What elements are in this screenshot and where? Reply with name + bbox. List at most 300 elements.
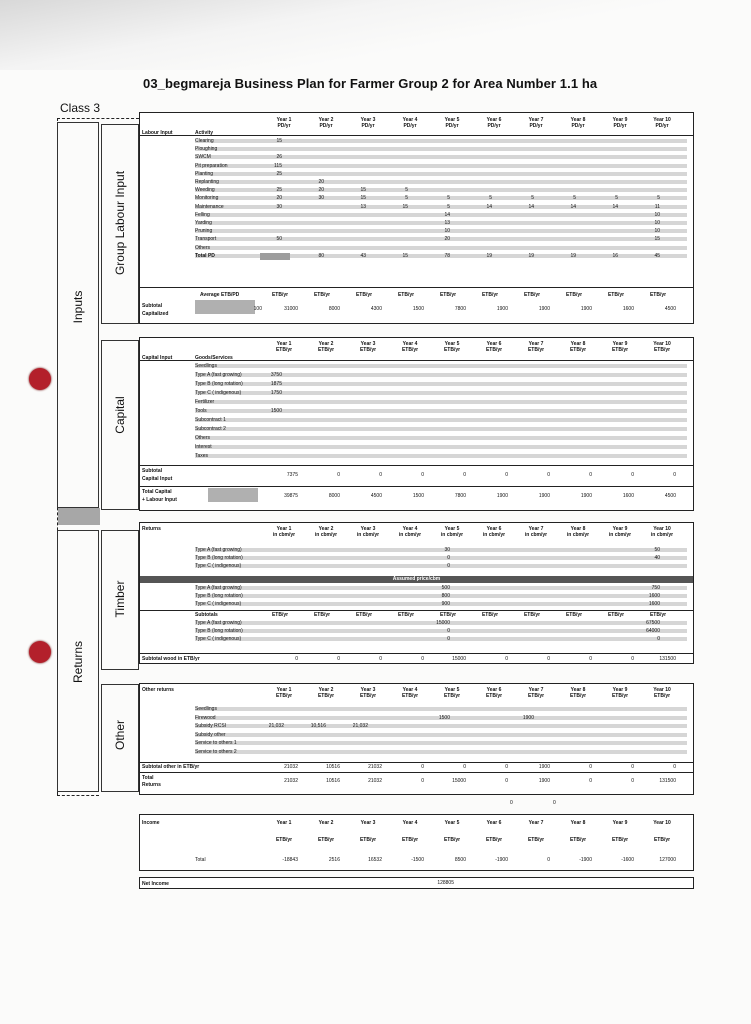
subtotal-wood-y5: 15000 [452, 656, 466, 662]
capital-item-label: Subcontract 2 [195, 426, 226, 432]
labour-value: 19 [486, 252, 492, 259]
subtotal-other-y8: 0 [589, 764, 592, 770]
timber-volume-y10: 50 [654, 547, 660, 553]
labour-value: 78 [444, 252, 450, 259]
labour-value: 5 [531, 195, 534, 202]
punch-hole-top [29, 368, 51, 390]
labour-value: 11 [654, 203, 660, 210]
timber-subtotal-unit: ETB/yr [397, 612, 415, 618]
labour-value: 5 [615, 195, 618, 202]
labour-value: 14 [528, 203, 534, 210]
total-capital-y8: 1900 [580, 493, 592, 499]
unit-header-7: in cbm/yr [524, 532, 548, 538]
capital-item-label: Taxes [195, 453, 209, 459]
labour-value: 19 [570, 252, 576, 259]
year-header-4: Year 4 [402, 526, 418, 532]
unit-header-8: ETB/yr [569, 693, 587, 699]
capital-value: 1500 [270, 408, 282, 414]
total-capital-y6: 1900 [496, 493, 508, 499]
labour-value: 5 [405, 195, 408, 202]
labour-value: 15 [654, 236, 660, 243]
unit-header-5: ETB/yr [443, 347, 461, 353]
year-header-10: Year 10 [653, 117, 671, 123]
unit-header-3: PD/yr [361, 123, 375, 129]
total-returns-y8: 0 [589, 778, 592, 784]
labour-value: 15 [402, 252, 408, 259]
year-header-7: Year 7 [528, 341, 544, 347]
outer-dashed-top [57, 118, 139, 119]
activity-label: Clearing [195, 138, 214, 144]
net-income-row [139, 877, 694, 889]
timber-sub-y10: 0 [657, 636, 660, 642]
income-unit-8: ETB/yr [569, 837, 587, 843]
total-returns-y6: 0 [505, 778, 508, 784]
subtotal-unit: ETB/yr [397, 292, 415, 298]
capital-subtotal-y1: 7375 [286, 472, 298, 478]
group-labour-label: Group Labour Input [113, 170, 127, 276]
year-header-4: Year 4 [402, 117, 418, 123]
labour-value: 10 [654, 211, 660, 218]
income-year-8: Year 8 [570, 820, 586, 826]
labour-value: 20 [276, 195, 282, 202]
income-total-y5: 8500 [454, 857, 466, 863]
year-header-10: Year 10 [653, 341, 671, 347]
unit-header-3: in cbm/yr [356, 532, 380, 538]
timber-subtotal-unit: ETB/yr [355, 612, 373, 618]
labour-value: 14 [486, 203, 492, 210]
timber-label: Timber [113, 580, 127, 618]
income-unit-9: ETB/yr [611, 837, 629, 843]
unit-header-4: ETB/yr [401, 693, 419, 699]
year-header-8: Year 8 [570, 687, 586, 693]
total-capital-y9: 1600 [622, 493, 634, 499]
income-total-y1: -18843 [282, 857, 298, 863]
labour-value: 10 [444, 228, 450, 235]
timber-subtotal-unit: ETB/yr [523, 612, 541, 618]
total-returns-y10: 131500 [659, 778, 676, 784]
income-year-6: Year 6 [486, 820, 502, 826]
year-header-3: Year 3 [360, 117, 376, 123]
timber-sub-y10: 64000 [646, 628, 660, 634]
capital-subtotal-y9: 0 [631, 472, 634, 478]
year-header-10: Year 10 [653, 526, 671, 532]
capital-item-label: Fertilizer [195, 399, 215, 405]
year-header-1: Year 1 [276, 117, 292, 123]
other-subtotal-rule [140, 762, 693, 763]
price-y5: 500 [441, 585, 450, 591]
other-label: Other [113, 720, 127, 751]
capital-subtotal-y3: 0 [379, 472, 382, 478]
unit-header-2: PD/yr [319, 123, 333, 129]
other-row-shading [195, 733, 687, 737]
capital-subtotal-rule [140, 465, 693, 466]
labour-row-shading [195, 246, 687, 250]
subtotal-other-label: Subtotal other in ETB/yr [142, 764, 200, 770]
year-header-1: Year 1 [276, 526, 292, 532]
capital-subtotal-label-2: Capital Input [142, 476, 173, 482]
year-header-8: Year 8 [570, 526, 586, 532]
income-total-y2: 2516 [328, 857, 340, 863]
unit-header-8: PD/yr [571, 123, 585, 129]
capital-item-label: Tools [195, 408, 207, 414]
labour-value: 20 [444, 236, 450, 243]
capital-value: 1875 [270, 381, 282, 387]
labour-capitalized-label: Capitalized [142, 311, 169, 317]
year-header-3: Year 3 [360, 341, 376, 347]
activity-label: Pruning [195, 228, 213, 235]
subtotal-other-y5: 0 [463, 764, 466, 770]
income-total-y6: -1900 [495, 857, 508, 863]
year-header-9: Year 9 [612, 687, 628, 693]
unit-header-10: ETB/yr [653, 347, 671, 353]
capital-item-label: Seedlings [195, 363, 217, 369]
labour-value: 5 [447, 203, 450, 210]
page-title: 03_begmareja Business Plan for Farmer Group 2 for Area Number 1.1 ha [143, 76, 598, 91]
income-total-y3: 16532 [368, 857, 382, 863]
income-unit-4: ETB/yr [401, 837, 419, 843]
unit-header-2: ETB/yr [317, 347, 335, 353]
activity-label: Others [195, 244, 211, 251]
timber-volume-y10: 40 [654, 555, 660, 561]
unit-header-7: ETB/yr [527, 693, 545, 699]
labour-value: 115 [274, 162, 282, 169]
year-header-6: Year 6 [486, 341, 502, 347]
income-year-4: Year 4 [402, 820, 418, 826]
below-value-1: 0 [510, 800, 513, 806]
year-header-2: Year 2 [318, 687, 334, 693]
labour-value: 5 [657, 195, 660, 202]
income-unit-6: ETB/yr [485, 837, 503, 843]
unit-header-9: ETB/yr [611, 347, 629, 353]
labour-value: 43 [360, 252, 366, 259]
subtotal-other-y6: 0 [505, 764, 508, 770]
subtotal-wood-y3: 0 [379, 656, 382, 662]
labour-highlight-cell [260, 253, 290, 260]
capital-subtotal-label: Subtotal [142, 468, 162, 474]
labour-subtotal-label: Subtotal [142, 303, 162, 309]
income-unit-10: ETB/yr [653, 837, 671, 843]
unit-header-5: PD/yr [445, 123, 459, 129]
unit-header-1: ETB/yr [275, 347, 293, 353]
subtotal-wood-y10: 131500 [659, 656, 676, 662]
other-row-shading [195, 707, 687, 711]
other-seedlings-y7: 1900 [522, 715, 534, 721]
timber-sub-y5: 15000 [436, 620, 450, 626]
timber-subtotal-unit: ETB/yr [607, 612, 625, 618]
labour-value: 30 [318, 195, 324, 202]
other-item-label: Subsidy other [195, 731, 226, 738]
timber-volume-label: Type B (long rotation) [195, 555, 243, 561]
below-value-2: 0 [553, 800, 556, 806]
subtotal-unit: ETB/yr [523, 292, 541, 298]
subtotal-other-y10: 0 [673, 764, 676, 770]
subtotal-unit: ETB/yr [649, 292, 667, 298]
punch-hole-bottom [29, 641, 51, 663]
income-year-10: Year 10 [653, 820, 671, 826]
labour-value: 14 [444, 211, 450, 218]
capital-value: 3750 [270, 372, 282, 378]
labour-subtotal-y2: 8000 [328, 306, 340, 312]
labour-value: 13 [360, 203, 366, 210]
total-returns-label: Total [142, 775, 154, 781]
labour-subtotal-y7: 1900 [538, 306, 550, 312]
subtotal-unit: ETB/yr [271, 292, 289, 298]
income-label: Income [142, 820, 160, 826]
year-header-9: Year 9 [612, 341, 628, 347]
subtotal-unit: ETB/yr [439, 292, 457, 298]
other-item-label: Firewood [195, 714, 216, 721]
labour-header-rule [140, 135, 693, 136]
capital-item-label: Type C ( indigenous) [195, 390, 242, 396]
subtotal-other-y3: 21032 [368, 764, 382, 770]
timber-subtotal-unit: ETB/yr [271, 612, 289, 618]
unit-header-5: ETB/yr [443, 693, 461, 699]
labour-value: 10 [654, 228, 660, 235]
unit-header-7: ETB/yr [527, 347, 545, 353]
capital-label: Capital [113, 396, 127, 434]
timber-volume-label: Type C ( indigenous) [195, 563, 242, 569]
unit-header-10: ETB/yr [653, 693, 671, 699]
subtotal-other-y7: 1900 [538, 764, 550, 770]
col-labour-input: Labour Input [142, 130, 173, 136]
unit-header-4: in cbm/yr [398, 532, 422, 538]
income-total-y7: 0 [547, 857, 550, 863]
timber-sub-y10: 67500 [646, 620, 660, 626]
labour-value: 14 [612, 203, 618, 210]
year-header-8: Year 8 [570, 117, 586, 123]
unit-header-6: in cbm/yr [482, 532, 506, 538]
labour-value: 15 [402, 203, 408, 210]
unit-header-2: in cbm/yr [314, 532, 338, 538]
activity-label: Planting [195, 170, 214, 177]
capital-table [139, 337, 694, 511]
year-header-2: Year 2 [318, 341, 334, 347]
year-header-6: Year 6 [486, 117, 502, 123]
income-table [139, 814, 694, 871]
labour-value: 30 [276, 203, 282, 210]
inputs-label: Inputs [71, 290, 85, 324]
col-returns: Returns [142, 526, 161, 532]
labour-subtotal-y8: 1900 [580, 306, 592, 312]
subtotal-wood-y9: 0 [631, 656, 634, 662]
income-unit-2: ETB/yr [317, 837, 335, 843]
unit-header-3: ETB/yr [359, 347, 377, 353]
col-capital-input: Capital Input [142, 355, 173, 361]
other-row-shading [195, 750, 687, 754]
price-y5: 900 [441, 601, 450, 607]
income-year-1: Year 1 [276, 820, 292, 826]
total-capital-cell [208, 488, 258, 502]
year-header-5: Year 5 [444, 526, 460, 532]
capital-row-shading [195, 436, 687, 440]
capital-value: 1750 [270, 390, 282, 396]
activity-label: Total PD [195, 252, 215, 259]
timber-volume-y5: 0 [447, 555, 450, 561]
capital-subtotal-y7: 0 [547, 472, 550, 478]
year-header-4: Year 4 [402, 687, 418, 693]
timber-subtotal-rule [140, 610, 693, 611]
total-capital-y4: 1500 [412, 493, 424, 499]
capital-row-shading [195, 427, 687, 431]
labour-value: 15 [360, 187, 366, 194]
year-header-5: Year 5 [444, 687, 460, 693]
other-returns-table [139, 683, 694, 795]
subtotal-wood-y8: 0 [589, 656, 592, 662]
capital-subtotal-y10: 0 [673, 472, 676, 478]
subsidy-value-2: 10,516 [310, 723, 326, 729]
income-year-7: Year 7 [528, 820, 544, 826]
col-other-returns: Other returns [142, 687, 174, 693]
separator-block [58, 508, 100, 525]
timber-subtotal-unit: ETB/yr [649, 612, 667, 618]
total-returns-y7: 1900 [538, 778, 550, 784]
subtotal-wood-label: Subtotal wood in ETB/yr [142, 656, 200, 662]
subtotal-unit: ETB/yr [481, 292, 499, 298]
price-y10: 1600 [648, 601, 660, 607]
income-year-2: Year 2 [318, 820, 334, 826]
average-etb-value: 100 [253, 306, 262, 312]
total-capital-y1: 39875 [284, 493, 298, 499]
labour-subtotal-y4: 1500 [412, 306, 424, 312]
unit-header-6: PD/yr [487, 123, 501, 129]
year-header-7: Year 7 [528, 117, 544, 123]
subtotal-unit: ETB/yr [355, 292, 373, 298]
labour-subtotal-y5: 7800 [454, 306, 466, 312]
total-capital-label: Total Capital [142, 489, 172, 495]
timber-sub-label: Type B (long rotation) [195, 628, 243, 634]
total-capital-label-2: + Labour Input [142, 497, 177, 503]
subtotal-other-y2: 10516 [326, 764, 340, 770]
subtotal-unit: ETB/yr [607, 292, 625, 298]
labour-value: 80 [318, 252, 324, 259]
capital-row-shading [195, 364, 687, 368]
labour-value: 5 [447, 195, 450, 202]
timber-sub-y5: 0 [447, 628, 450, 634]
timber-sub-label: Type C ( indigenous) [195, 636, 242, 642]
income-unit-7: ETB/yr [527, 837, 545, 843]
capital-header-rule [140, 360, 693, 361]
col-goods-services: Goods/Services [195, 355, 233, 361]
year-header-4: Year 4 [402, 341, 418, 347]
year-header-10: Year 10 [653, 687, 671, 693]
income-total-y4: -1500 [411, 857, 424, 863]
year-header-1: Year 1 [276, 341, 292, 347]
income-total-y9: -1600 [621, 857, 634, 863]
timber-subtotals-label: Subtotals [195, 612, 218, 618]
labour-subtotal-y1: 31000 [284, 306, 298, 312]
other-item-label: Subsidy RCSI [195, 723, 227, 729]
unit-header-9: ETB/yr [611, 693, 629, 699]
labour-value: 5 [489, 195, 492, 202]
price-y10: 750 [651, 585, 660, 591]
capital-total-rule [140, 486, 693, 487]
average-etb-label: Average ETB/PD [200, 292, 240, 298]
subtotal-wood-y2: 0 [337, 656, 340, 662]
year-header-2: Year 2 [318, 117, 334, 123]
year-header-3: Year 3 [360, 687, 376, 693]
unit-header-5: in cbm/yr [440, 532, 464, 538]
timber-wood-rule [140, 653, 693, 654]
activity-label: Pit preparation [195, 162, 228, 169]
labour-value: 14 [570, 203, 576, 210]
activity-label: Maintenance [195, 203, 224, 210]
unit-header-7: PD/yr [529, 123, 543, 129]
total-returns-y4: 0 [421, 778, 424, 784]
labour-value: 15 [276, 138, 282, 144]
unit-header-6: ETB/yr [485, 347, 503, 353]
activity-label: SWCM [195, 154, 211, 161]
unit-header-1: in cbm/yr [272, 532, 296, 538]
income-year-5: Year 5 [444, 820, 460, 826]
income-total-label: Total [195, 857, 206, 863]
timber-table [139, 522, 694, 664]
labour-value: 16 [612, 252, 618, 259]
capital-item-label: Subcontract 1 [195, 417, 226, 423]
labour-subtotal-y9: 1600 [622, 306, 634, 312]
labour-avg-rule [140, 287, 693, 288]
income-unit-5: ETB/yr [443, 837, 461, 843]
income-year-9: Year 9 [612, 820, 628, 826]
subtotal-unit: ETB/yr [565, 292, 583, 298]
timber-volume-label: Type A (fast growing) [195, 547, 242, 553]
other-total-rule [140, 772, 693, 773]
price-y5: 800 [441, 593, 450, 599]
timber-volume-y5: 0 [447, 563, 450, 569]
price-item-label: Type B (long rotation) [195, 593, 243, 599]
other-seedlings-y5: 1500 [438, 715, 450, 721]
activity-label: Transport [195, 236, 217, 243]
labour-value: 19 [528, 252, 534, 259]
unit-header-1: PD/yr [277, 123, 291, 129]
capital-subtotal-y6: 0 [505, 472, 508, 478]
income-total-y10: 127000 [659, 857, 676, 863]
price-item-label: Type A (fast growing) [195, 585, 242, 591]
other-item-label: Service to others 2 [195, 748, 237, 755]
year-header-6: Year 6 [486, 687, 502, 693]
unit-header-10: PD/yr [655, 123, 669, 129]
timber-sub-label: Type A (fast growing) [195, 620, 242, 626]
activity-label: Yarding [195, 220, 212, 226]
subtotal-wood-y4: 0 [421, 656, 424, 662]
capital-row-shading [195, 445, 687, 449]
assumed-price-band: Assumed price/cbm [140, 576, 693, 583]
activity-label: Felling [195, 211, 210, 218]
subtotal-other-y4: 0 [421, 764, 424, 770]
unit-header-10: in cbm/yr [650, 532, 674, 538]
capital-item-label: Type B (long rotation) [195, 381, 243, 387]
timber-volume-y5: 30 [444, 547, 450, 553]
capital-subtotal-y5: 0 [463, 472, 466, 478]
capital-row-shading [195, 418, 687, 422]
year-header-9: Year 9 [612, 526, 628, 532]
activity-label: Replanting [195, 179, 219, 185]
subtotal-other-y1: 21032 [284, 764, 298, 770]
total-returns-y3: 21032 [368, 778, 382, 784]
unit-header-9: in cbm/yr [608, 532, 632, 538]
unit-header-6: ETB/yr [485, 693, 503, 699]
year-header-5: Year 5 [444, 341, 460, 347]
class-label: Class 3 [60, 101, 101, 115]
labour-value: 5 [405, 187, 408, 194]
total-returns-y2: 10516 [326, 778, 340, 784]
timber-subtotal-unit: ETB/yr [439, 612, 457, 618]
total-returns-y5: 15000 [452, 778, 466, 784]
other-row-shading [195, 741, 687, 745]
capital-subtotal-y8: 0 [589, 472, 592, 478]
timber-subtotal-unit: ETB/yr [481, 612, 499, 618]
subtotal-unit: ETB/yr [313, 292, 331, 298]
price-y10: 1600 [648, 593, 660, 599]
